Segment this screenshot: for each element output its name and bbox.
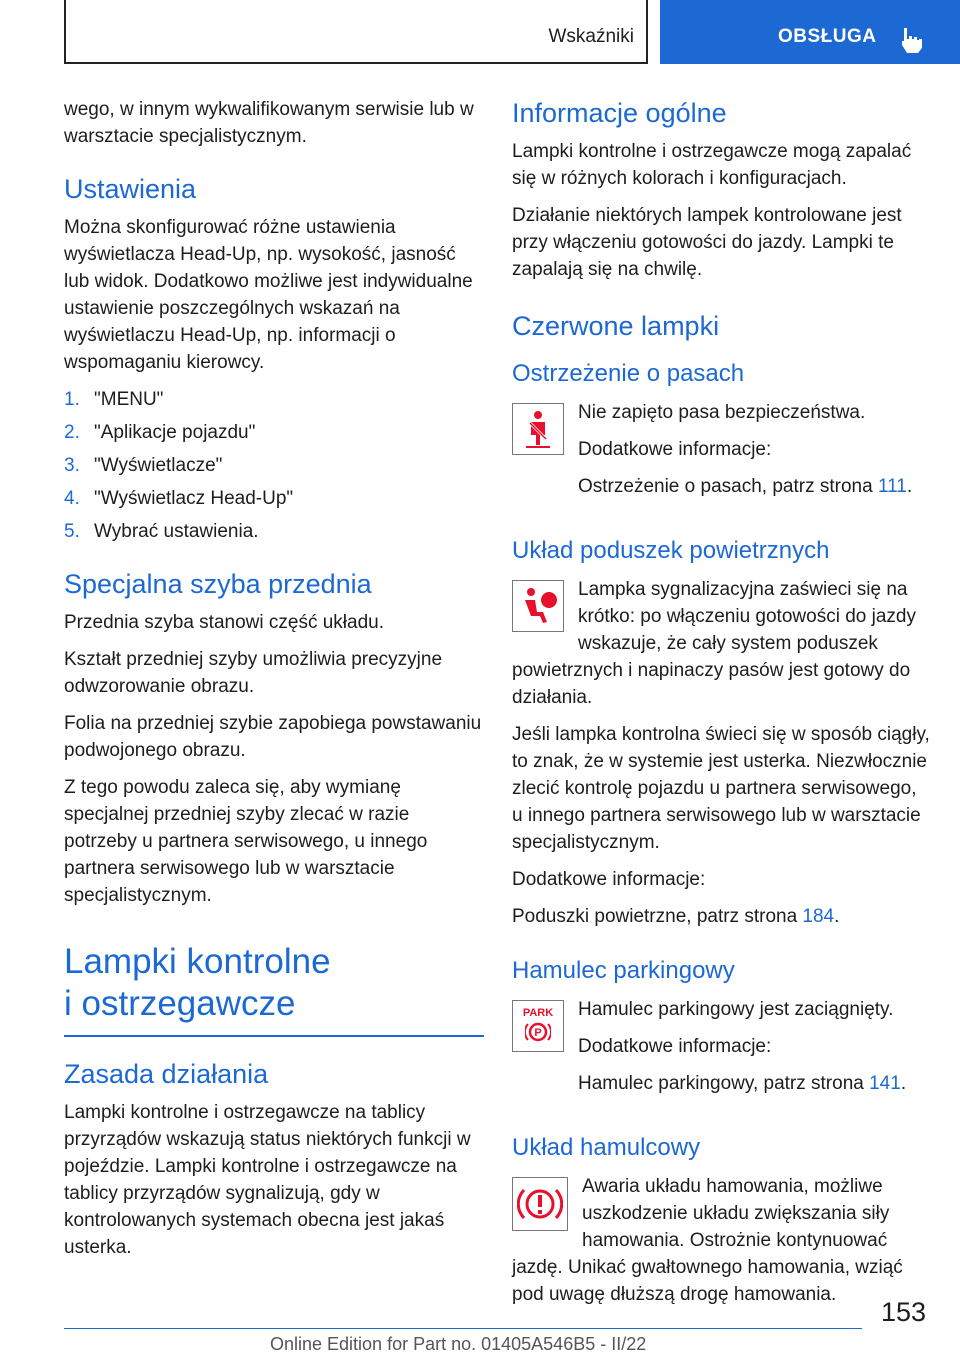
principle-text: Lampki kontrolne i ostrzegawcze na tablicy przyrządów wskazują status niektórych funkcji w pojeździe. Lampki kontrolne i ostrzegawcze na tablicy przyrządów sygnalizują, gdy w kontrolowanych systemach obecna jest jakaś usterka. xyxy=(64,1102,471,1258)
windshield-text: Folia na przedniej szybie zapobiega powstawaniu podwojonego obrazu. xyxy=(64,713,482,761)
step-number: 2. xyxy=(64,422,80,443)
parking-brake-icon xyxy=(512,1000,564,1052)
step-number: 3. xyxy=(64,455,80,476)
step-text: "MENU" xyxy=(94,389,164,410)
seatbelt-desc: Nie zapięto pasa bezpieczeństwa. xyxy=(578,402,866,423)
step-number: 5. xyxy=(64,521,80,542)
windshield-text: Kształt przedniej szyby umożliwia precyzyjne odwzorowanie obrazu. xyxy=(64,649,443,697)
brake-heading: Układ hamulcowy xyxy=(512,1134,701,1161)
step-number: 1. xyxy=(64,389,80,410)
parking-ref xyxy=(578,1070,930,1097)
settings-steps xyxy=(64,386,484,545)
intro-text: wego, w innym wykwalifikowanym serwisie lub w warsztacie specjalistycznym. xyxy=(64,99,474,147)
footer-divider xyxy=(64,1328,862,1329)
chapter-title: OBSŁUGA xyxy=(778,26,877,47)
windshield-heading: Specjalna szyba przednia xyxy=(64,569,372,599)
ref-text: Poduszki powietrzne, patrz strona xyxy=(512,906,803,927)
brake-warning-icon xyxy=(512,1177,568,1231)
seatbelt-ref xyxy=(578,473,930,500)
ref-end: . xyxy=(906,476,913,497)
list-item xyxy=(64,452,484,479)
svg-text:P: P xyxy=(534,1027,542,1039)
parking-lamp xyxy=(512,996,930,1107)
brake-lamp xyxy=(512,1173,930,1318)
airbag-text: Lampka sygnalizacyjna zaświeci się na krótko: po włączeniu gotowości do jazdy wskazuje, że cały system poduszek powietrznych i napinaczy pasów jest gotowy do działania. xyxy=(512,579,916,708)
list-item xyxy=(64,386,484,413)
airbag-para2: Jeśli lampka kontrolna świeci się w sposób ciągły, to znak, że w systemie jest usterka. Niezwłocznie zlecić kontrolę pojazdu u partnera serwisowego, u innego partnera serwisowego lub w warsztacie specjalistycznym. xyxy=(512,724,930,853)
list-item xyxy=(64,485,484,512)
seatbelt-more: Dodatkowe informacje: xyxy=(578,439,772,460)
seatbelt-warning-icon xyxy=(512,403,564,455)
airbag-heading: Układ poduszek powietrznych xyxy=(512,537,830,564)
main-heading xyxy=(64,941,484,1037)
parking-desc: Hamulec parkingowy jest zaciągnięty. xyxy=(578,999,894,1020)
right-column xyxy=(512,96,930,1318)
seatbelt-text xyxy=(578,399,930,510)
page-link-184[interactable]: 184 xyxy=(802,906,835,927)
parking-more: Dodatkowe informacje: xyxy=(578,1036,772,1057)
left-column xyxy=(64,96,484,1271)
brake-text: Awaria układu hamowania, możliwe uszkodzenie układu zwiększania siły hamowania. Ostrożnie kontynuować jazdę. Unikać gwałtownego hamowania, wziąć pod uwagę dłuższą drogę hamowania. xyxy=(512,1176,903,1305)
header-section-box xyxy=(64,0,648,64)
general-text: Działanie niektórych lampek kontrolowane jest przy włączeniu gotowości do jazdy. Lampki te zapalają się na chwilę. xyxy=(512,205,902,280)
airbag-more: Dodatkowe informacje: xyxy=(512,869,706,890)
page-number: 153 xyxy=(880,1297,926,1327)
settings-heading: Ustawienia xyxy=(64,174,197,204)
seatbelt-heading: Ostrzeżenie o pasach xyxy=(512,360,745,387)
list-item xyxy=(64,518,484,545)
main-heading-line: Lampki kontrolne xyxy=(64,942,331,981)
windshield-text: Z tego powodu zaleca się, aby wymianę specjalnej przedniej szyby zlecać w razie potrzeby u partnera serwisowego, u innego partnera serwisowego lub w warsztacie specjalistycznym. xyxy=(64,777,428,906)
step-text: Wybrać ustawienia. xyxy=(94,521,259,542)
airbag-lamp xyxy=(512,576,930,721)
red-lamps-heading: Czerwone lampki xyxy=(512,311,720,341)
parking-heading: Hamulec parkingowy xyxy=(512,957,735,984)
page-link-141[interactable]: 141 xyxy=(869,1073,901,1094)
airbag-warning-icon xyxy=(512,580,564,632)
step-text: "Aplikacje pojazdu" xyxy=(94,422,256,443)
general-heading: Informacje ogólne xyxy=(512,98,727,128)
settings-text: Można skonfigurować różne ustawienia wyświetlacza Head-Up, np. wysokość, jasność lub widok. Dodatkowo możliwe jest indywidualne ustawienie poszczególnych wskazań na wyświetlaczu Head-Up, np. informacji o wspomaganiu kierowcy. xyxy=(64,217,473,373)
section-title: Wskaźniki xyxy=(548,26,634,47)
airbag-ref xyxy=(512,903,930,930)
principle-heading: Zasada działania xyxy=(64,1059,269,1089)
chapter-tab[interactable] xyxy=(660,0,960,64)
parking-icon-label: PARK xyxy=(522,1007,554,1019)
ref-end: . xyxy=(900,1073,907,1094)
ref-end: . xyxy=(834,906,840,927)
ref-text: Ostrzeżenie o pasach, patrz strona xyxy=(578,476,878,497)
windshield-text: Przednia szyba stanowi część układu. xyxy=(64,612,384,633)
main-heading-line: i ostrzegawcze xyxy=(64,984,296,1023)
seatbelt-lamp xyxy=(512,399,930,510)
step-number: 4. xyxy=(64,488,80,509)
pointing-hand-icon xyxy=(898,26,924,54)
list-item xyxy=(64,419,484,446)
ref-text: Hamulec parkingowy, patrz strona xyxy=(578,1073,870,1094)
step-text: "Wyświetlacz Head-Up" xyxy=(94,488,294,509)
page-link-111[interactable]: 111 xyxy=(877,476,907,497)
step-text: "Wyświetlacze" xyxy=(94,455,223,476)
general-text: Lampki kontrolne i ostrzegawcze mogą zapalać się w różnych kolorach i konfiguracjach. xyxy=(512,141,912,189)
parking-text xyxy=(578,996,930,1107)
edition-text: Online Edition for Part no. 01405A546B5 - II/22 xyxy=(270,1334,647,1354)
